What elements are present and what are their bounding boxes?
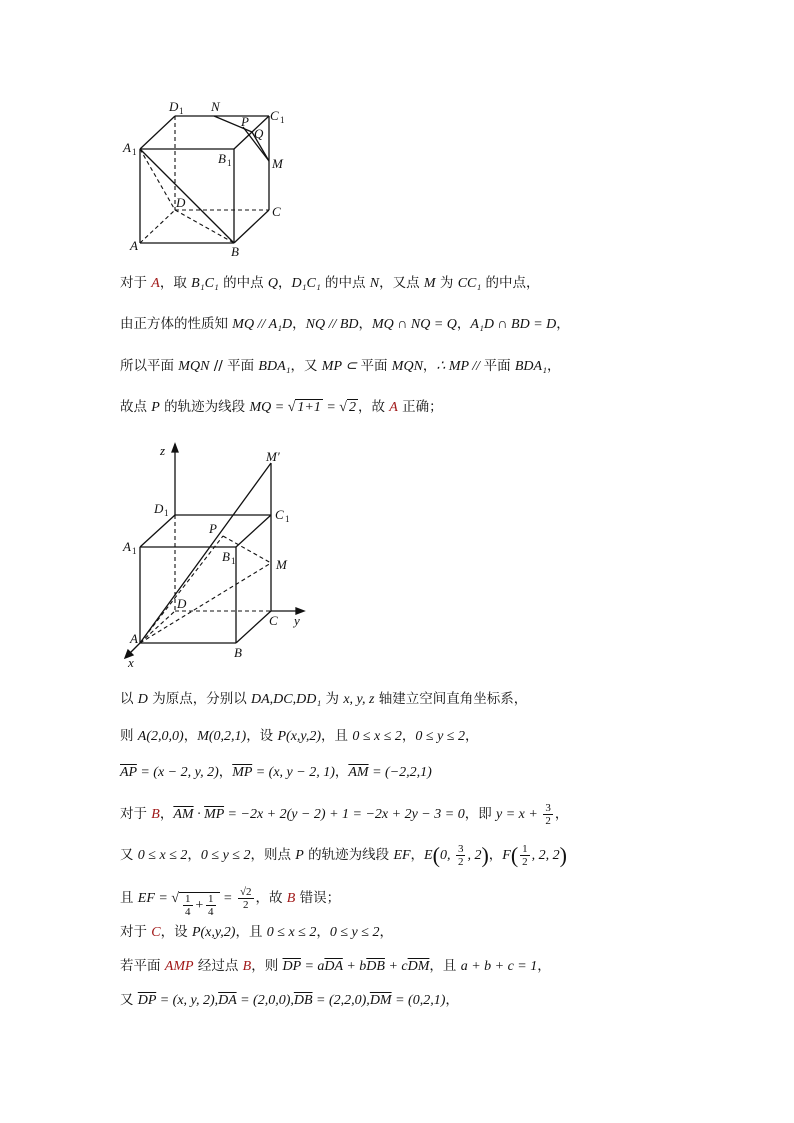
t: = −2x + 2(y − 2) + 1 = −2x + 2y − 3 = 0 [224,807,465,822]
t: A [389,400,398,415]
t: 若平面 [120,958,165,974]
fraction [456,843,466,868]
label-D1: D [169,99,179,114]
t: 3 [545,802,551,814]
fraction [543,802,553,827]
t: 0 ≤ y ≤ 2 [200,848,251,863]
label-M: M [276,557,287,572]
t: + [194,897,204,913]
t: P(x,y,2) [277,729,322,744]
t: $\overline{MP}$ [232,765,253,780]
t: = a [300,959,325,974]
t: + c [384,959,408,974]
t: 0 ≤ y ≤ 2 [329,925,380,940]
t: 故点 [120,399,152,415]
t: $\overline{DM}$ [407,959,430,974]
t: ，且 [235,924,267,940]
label-C: C [272,204,281,219]
label-C: C [269,613,278,628]
t: $\overline{AM}$ [348,765,369,780]
t: B₁C₁ [191,276,219,291]
t: P(x,y,2) [191,925,236,940]
t: E [424,848,433,863]
t: ， [278,275,292,291]
label-P: P [241,114,249,129]
t: , 2, 2 [531,848,560,863]
t: 0, [439,848,454,863]
t: 2 [348,400,356,415]
label-A1: A [123,539,131,554]
t: , 2 [467,848,482,863]
t: B [151,807,160,822]
t: 1 [185,893,191,905]
t: B [242,959,252,974]
t: ，取 [159,275,192,291]
t: ， [410,847,425,863]
t: 为原点，分别以 [147,691,252,707]
t: ， [546,358,561,374]
t: = (x, y − 2, 1) [252,765,335,780]
t: A [151,276,160,291]
sub: 1 [179,106,184,116]
t: 0 ≤ x ≤ 2 [352,729,402,744]
label-A: A [130,238,138,253]
t: = (0,2,1) [391,993,446,1008]
text-line-6 [120,726,479,747]
t: $\overline{MP}$ [204,807,225,822]
t: 的轨迹为线段 [159,399,250,415]
t: AMP [164,959,194,974]
t: 2 [522,856,528,868]
t: P [295,848,304,863]
t: ， [218,764,233,780]
t: 2 [545,815,551,827]
t: = (2,0,0), [236,993,294,1008]
t: 1+1 [297,400,321,415]
t: x, y, z [343,692,375,707]
label-Q: Q [254,126,264,141]
t: ，则点 [250,847,296,863]
t: ，且 [429,958,461,974]
t: 由正方体的性质知 [120,316,233,332]
label-D: D [176,195,186,210]
t: ， [379,924,393,940]
t: √2 [239,886,252,898]
t: 的中点 [218,275,268,291]
label-B: B [234,645,242,660]
sub: 1 [132,546,137,556]
label-N: N [211,99,220,114]
label-C1: C [275,507,284,522]
t: M(0,2,1) [197,729,247,744]
t: 2 [457,856,464,868]
t: 又 [120,847,138,863]
t: 4 [208,906,214,918]
t: 又 [120,992,138,1008]
text-line-2 [120,314,570,335]
t: ， [316,924,330,940]
sub: 1 [280,115,285,125]
t: y = x + [496,807,542,822]
t: ，则 [251,958,283,974]
label-A: A [130,631,138,646]
t: = (x, y, 2), [156,993,219,1008]
label-A1: A [123,140,131,155]
t: MQ = [249,400,288,415]
t: 4 [185,906,191,918]
fraction [206,893,216,918]
t: a + b + c = 1 [460,959,538,974]
t: ， [488,847,503,863]
t: ， [159,806,174,822]
t: + b [342,959,367,974]
t: N [369,276,380,291]
t: ， [187,847,201,863]
t: 的中点， [481,275,540,291]
t: 为 [435,275,458,291]
t: A(2,0,0) [137,729,184,744]
t: $\overline{AM}$ [173,807,194,822]
t: ， [183,728,198,744]
t: 2 [242,899,249,911]
t: 正确； [397,399,443,415]
text-line-7 [120,762,432,783]
t: 1 [522,843,528,855]
t: ，故 [357,399,390,415]
t: ， [456,316,471,332]
fraction [520,843,530,868]
t: 平面 [360,358,392,374]
label-y: y [294,613,300,628]
label-C1: C [270,108,279,123]
t: 对于 [120,806,152,822]
label-B1: B [218,151,226,166]
t: ，故 [255,890,287,906]
label-x: x [128,655,134,670]
t: MQN [391,359,423,374]
sub: 1 [227,158,232,168]
t: CC₁ [457,276,482,291]
t: BDA₁ [514,359,547,374]
cube-figure-1 [118,95,298,260]
t: ，设 [160,924,192,940]
text-line-9: 又 0 ≤ x ≤ 2，0 ≤ y ≤ 2，则点 P 的轨迹为线段 EF，E(0, $\frac{3}{2}$ , 2)，F( $\frac{1}{2}$ , 2, 2) [120,842,567,868]
t: $\overline{AP}$ [120,765,137,780]
t: 的中点 [320,275,370,291]
t: Q [267,276,278,291]
t: 轴建立空间直角坐标系， [374,691,528,707]
t: NQ // BD [305,317,359,332]
label-P: P [209,521,217,536]
text-line-11 [120,922,393,943]
t: $\overline{DA}$ [324,959,343,974]
t: 经过点 [193,958,243,974]
t: ， [537,958,551,974]
t: 0 ≤ y ≤ 2 [415,729,465,744]
t: B [286,891,296,906]
text-line-10: 且 EF = √ $\frac{1}{4}$ + $\frac{1}{4}$ = $\frac{√2}{2}$ ，故 B 错误； [120,886,341,918]
t: EF [393,848,411,863]
t: = [322,400,340,415]
text-line-1 [120,273,540,294]
t: 错误； [295,890,341,906]
t: = (2,2,0), [312,993,370,1008]
t: $\overline{DP}$ [137,993,157,1008]
t: 1 [208,893,214,905]
text-line-13 [120,990,459,1011]
t: $\overline{DM}$ [369,993,392,1008]
t: ， [334,764,349,780]
t: ， [556,316,570,332]
t: ， [445,992,459,1008]
t: 3 [457,843,464,855]
t: MP ⊂ [321,359,361,374]
fraction [238,886,254,911]
t: ， [465,728,479,744]
text-line-5 [120,689,527,710]
t: $\overline{DB}$ [293,993,313,1008]
t: $\overline{DA}$ [218,993,237,1008]
t: ，即 [464,806,496,822]
sub: 1 [132,147,137,157]
t: = [219,891,236,906]
t: 则 [120,728,138,744]
sub: 1 [231,556,236,566]
t: $\overline{DB}$ [366,959,385,974]
fraction [183,893,193,918]
label-B1: B [222,549,230,564]
t: ， [554,806,569,822]
t: 所以平面 [120,358,179,374]
t: MQ ∩ NQ = Q [372,317,457,332]
t: 对于 [120,275,152,291]
t: ∴ MP // [436,359,484,374]
sub: 1 [285,514,290,524]
t: ，且 [321,728,353,744]
text-line-8 [120,802,568,827]
t: MQ // A₁D [232,317,293,332]
t: 为 [321,691,344,707]
t: // 平面 [209,358,259,374]
label-D: D [177,596,187,611]
t: F [502,848,511,863]
t: 的轨迹为线段 [303,847,394,863]
t: $\overline{DP}$ [282,959,301,974]
t: ，设 [246,728,278,744]
text-line-12 [120,956,551,977]
t: = (−2,2,1) [368,765,432,780]
t: EF = [137,891,172,906]
t: ，又 [290,358,322,374]
t: · [193,807,205,822]
text-line-3 [120,356,560,377]
label-z: z [160,443,166,458]
t: 平面 [483,358,515,374]
t: ， [422,358,437,374]
t: P [151,400,160,415]
text-line-4: 故点 P 的轨迹为线段 MQ = √ 1+1 = √ 2 ，故 A 正确； [120,399,443,415]
t: DA,DC,DD₁ [251,692,322,707]
t: D₁C₁ [291,276,321,291]
t: 且 [120,890,138,906]
t: 对于 [120,924,152,940]
t: BDA₁ [258,359,291,374]
t: A₁D ∩ BD = D [470,317,557,332]
label-M-prime: M′ [266,449,280,464]
t: 0 ≤ x ≤ 2 [137,848,188,863]
t: ， [358,316,373,332]
t: ， [401,728,416,744]
t: = (x − 2, y, 2) [136,765,219,780]
t: 以 [120,691,138,707]
t: C [151,925,161,940]
t: ，又点 [379,275,424,291]
cube-figure-2 [118,438,318,670]
label-D1: D [154,501,164,516]
t: ， [292,316,306,332]
label-M: M [272,156,283,171]
sub: 1 [164,508,169,518]
t: 0 ≤ x ≤ 2 [266,925,317,940]
t: MQN [178,359,210,374]
label-B: B [231,244,239,259]
t: D [137,692,148,707]
t: M [423,276,436,291]
